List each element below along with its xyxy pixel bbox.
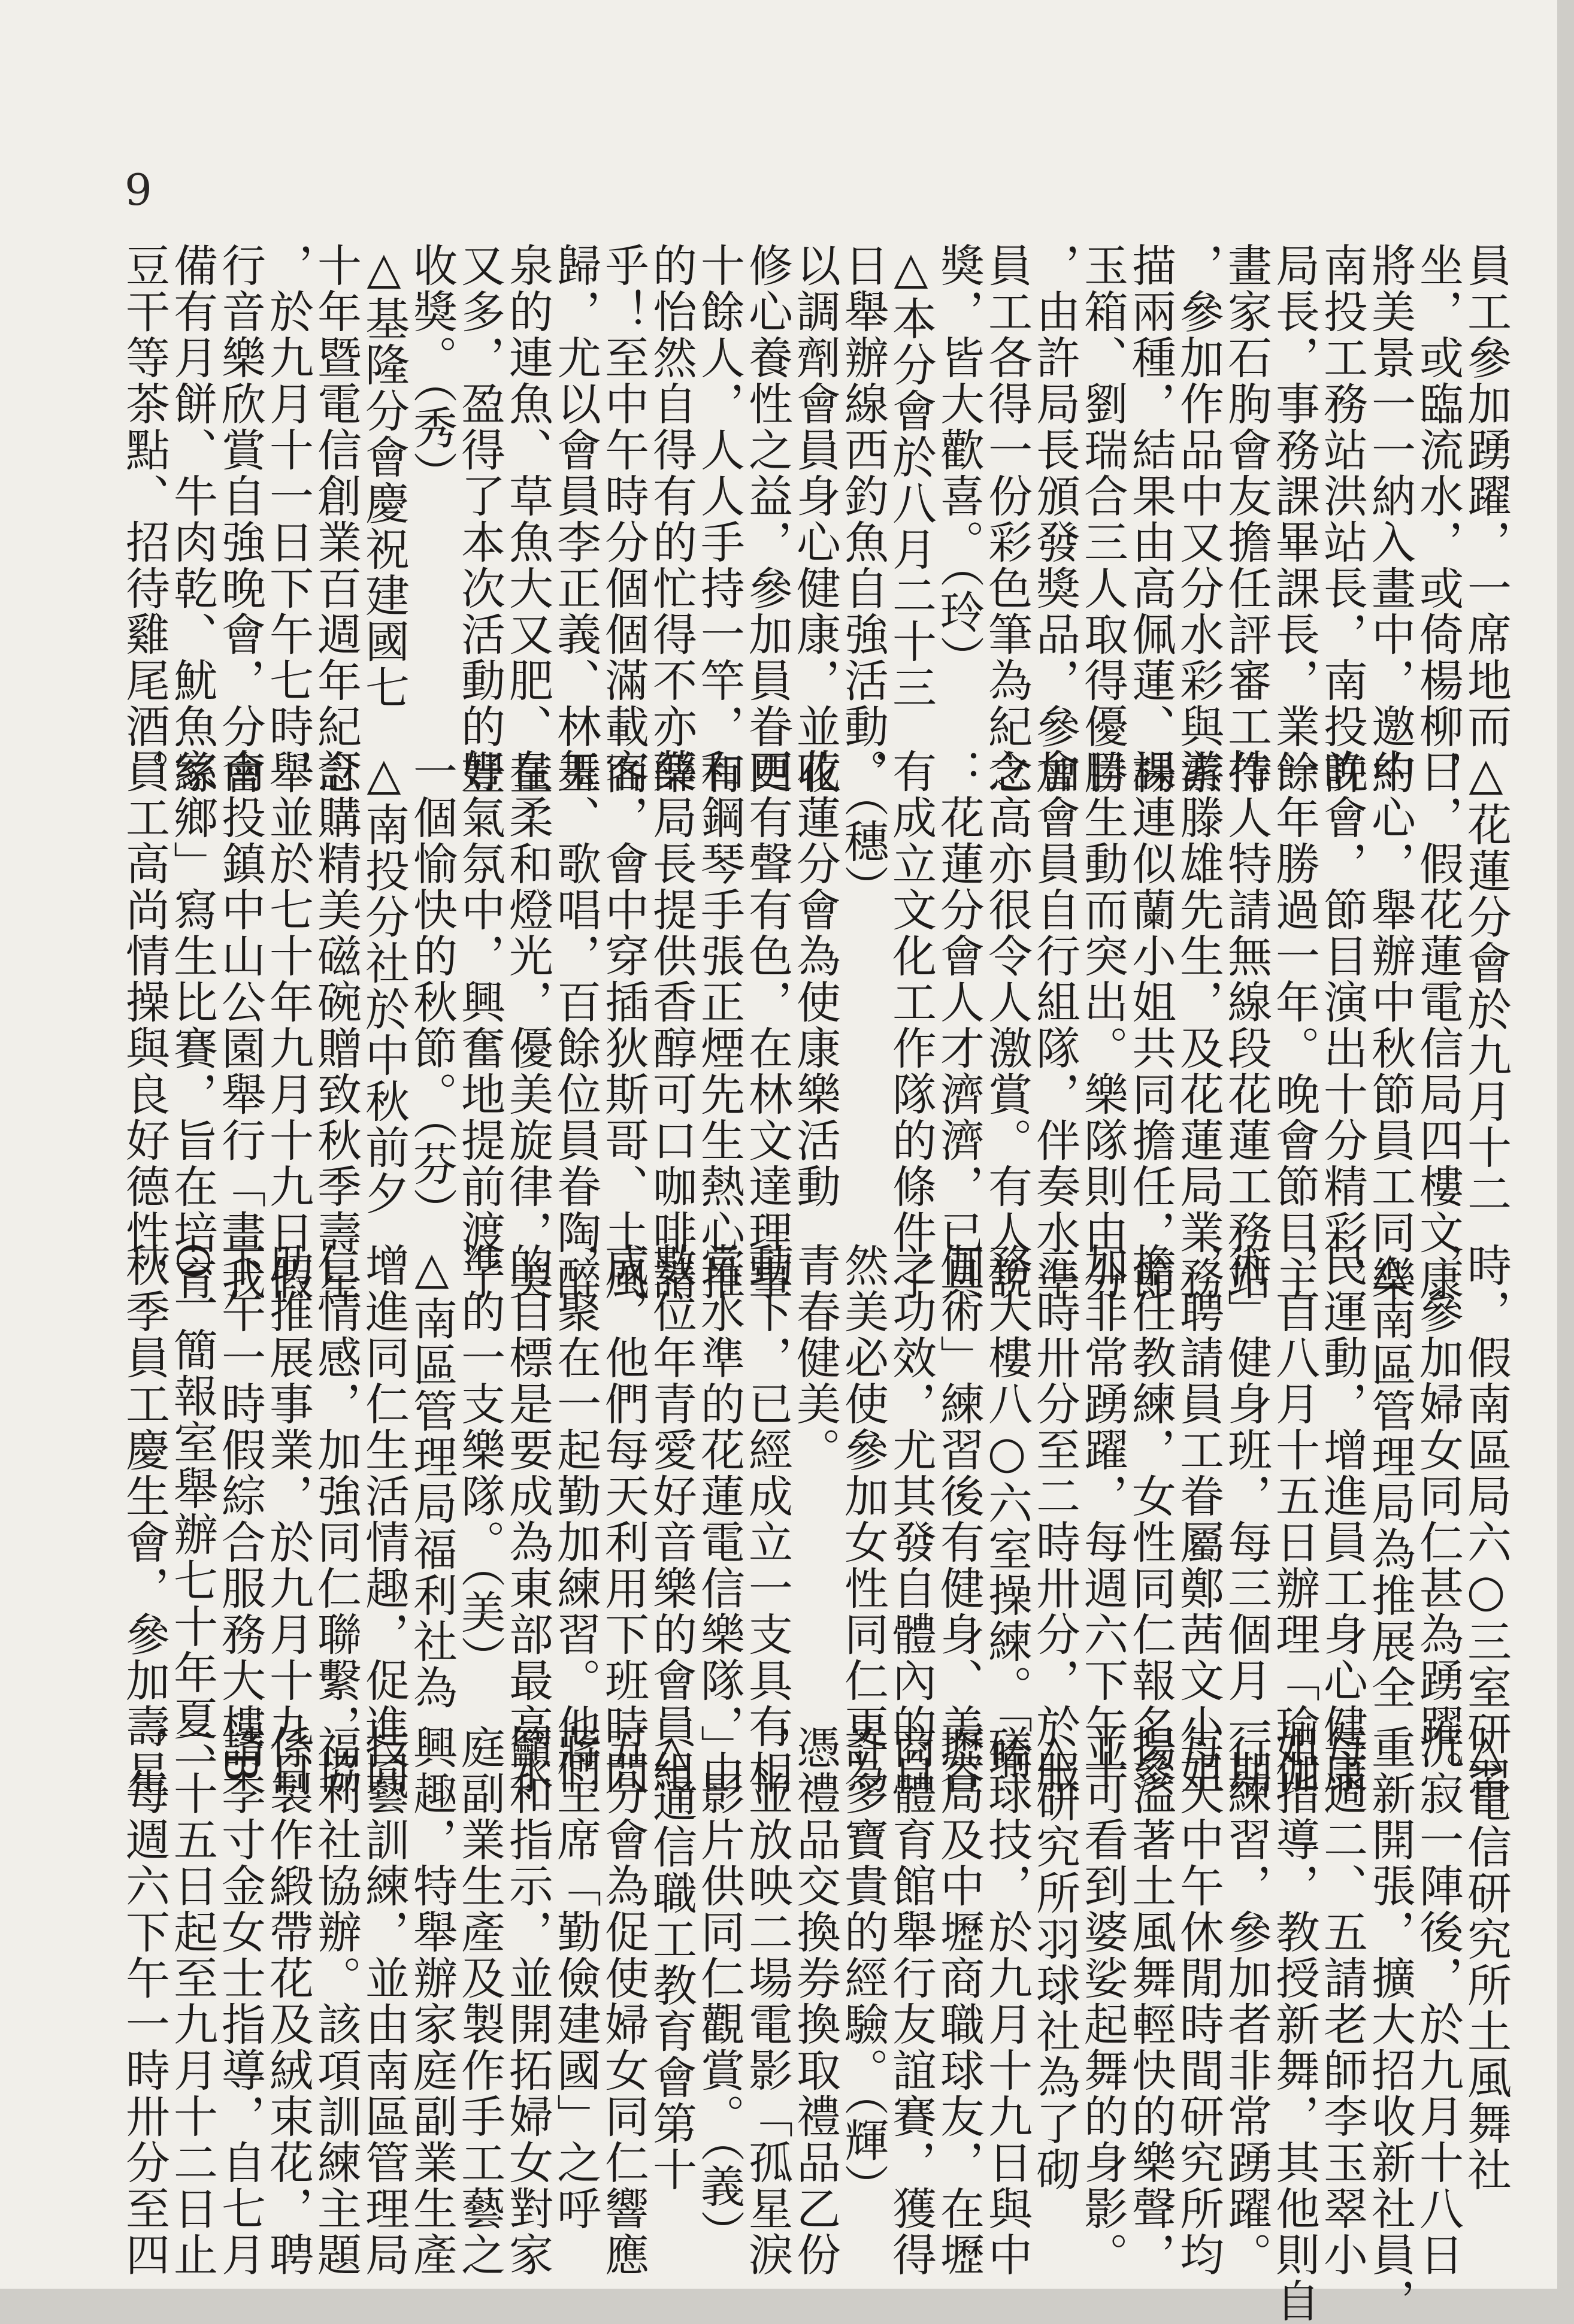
tier2-column-11: 之高亦很令人激賞。有人說 [981, 749, 1033, 1302]
tier1-column-25: 十年暨電信創業百週年紀念 [310, 243, 362, 796]
tier4-column-26: 係製作緞帶花及絨束花，聘 [262, 1725, 314, 2278]
tier4-column-10: △研究所羽球社為了砌 [1029, 1725, 1080, 2193]
tier1-column-4: 南投工務站洪站長，南投許 [1316, 243, 1368, 796]
tier2-column-15: 花蓮分會為使康樂活動 [789, 749, 841, 1210]
tier2-column-25: 訂購精美磁碗贈致秋季壽星 [310, 749, 362, 1302]
tier1-column-9: 玉箱、劉瑞合三人取得優勝 [1077, 243, 1128, 796]
tier3-column-4: 民運動，增進員工身心健康 [1316, 1243, 1368, 1796]
tier4-column-7: 每天中午休閒時間研究所均 [1173, 1725, 1224, 2278]
tier2-column-9: 目生動而突出。樂隊則由分 [1077, 749, 1128, 1302]
tier1-column-18: 的怡然自得有的忙得不亦樂 [646, 243, 697, 796]
tier2-column-19: 客，會中穿插狄斯哥、土風 [598, 749, 649, 1302]
tier1-column-27: 行音樂欣賞自強晚會，分會 [214, 243, 266, 796]
tier2-column-27: 南投鎮中山公園舉行「畫我 [214, 749, 266, 1302]
tier2-column-16: 更有聲有色，在林文達理事 [741, 749, 793, 1302]
tier2-column-5: 一年勝過一年。晚會節目主 [1269, 749, 1320, 1302]
tier4-column-18: △通信職工教育會第十 [646, 1725, 697, 2193]
tier4-column-15: 憑禮品交換券換取禮品乙份 [789, 1725, 841, 2278]
tier4-column-3: 重新開張，擴大招收新社員， [1364, 1725, 1416, 2324]
tier1-column-11: 員工各得一份彩色筆為紀念 [981, 243, 1033, 796]
tier1-column-12: 獎，皆大歡喜。（玲） [933, 243, 985, 681]
tier1-column-19: 乎！至中午時分個個滿載而 [598, 243, 649, 796]
tier4-column-1: △電信研究所土風舞社 [1460, 1725, 1512, 2193]
tier4-column-5: 姐指導，教授新舞，其他則自 [1269, 1725, 1320, 2324]
tier2-column-18: 薛局長提供香醇可口咖啡請 [646, 749, 697, 1302]
tier4-column-14: 許多寶貴的經驗。（輝） [837, 1725, 889, 2210]
tier4-column-20: 蔣主席「勤儉建國」之呼 [550, 1725, 601, 2232]
tier3-column-22: 準的一支樂隊。（美） [454, 1243, 506, 1681]
tier3-column-25: 仁情感，加強同仁聯繫，協 [310, 1243, 362, 1796]
tier3-column-20: ，聚在一起勤加練習。他們 [550, 1243, 601, 1796]
tier4-column-9: 並可看到婆娑起舞的身影。 [1077, 1725, 1128, 2278]
tier2-column-12: ：花蓮分會人才濟濟，已具 [933, 749, 985, 1302]
tier3-column-10: 二時卅分至二時卅分，於服 [1029, 1243, 1080, 1796]
tier3-column-26: 助推展事業，於九月十九日 [262, 1243, 314, 1796]
tier1-column-21: 泉的連魚、草魚大又肥、量 [502, 243, 553, 796]
tier2-column-17: 和鋼琴手張正煙先生熱心推 [694, 749, 745, 1302]
tier3-column-9: 加非常踴躍，每週六下午十 [1077, 1243, 1128, 1796]
tier3-column-15: 青春健美。 [789, 1243, 841, 1473]
tier4-column-17: 」影片供同仁觀賞。（義） [694, 1725, 745, 2256]
tier1-column-22: 又多，盈得了本次活動的豐 [454, 243, 506, 796]
tier3-column-7: ，聘請員工眷屬鄭茜文小姐 [1173, 1243, 1224, 1796]
tier1-column-10: ，由許局長頒發獎品，參加 [1029, 243, 1080, 796]
tier3-column-24: 增進同仁生活情趣，促進同 [358, 1243, 410, 1796]
tier1-column-24: △基隆分會慶祝建國七 [358, 243, 410, 711]
tier4-column-19: 五分會為促使婦女同仁響應 [598, 1725, 649, 2278]
tier1-column-17: 十餘人，人人手持一竿，有 [694, 243, 745, 796]
tier4-column-13: 商體育館舉行友誼賽，獲得 [885, 1725, 937, 2278]
tier3-column-28: O一簡報室舉辦七十年夏、 [167, 1243, 218, 1788]
tier3-column-2: ，參加婦女同仁甚為踴躍。 [1412, 1243, 1464, 1796]
tier1-column-6: 畫家石朐會友擔任評審工作 [1221, 243, 1272, 796]
tier3-column-5: ，自八月十五日辦理「瑜伽 [1269, 1243, 1320, 1796]
tier2-column-3: 中心，舉辦中秋節員工同樂 [1364, 749, 1416, 1302]
tier3-column-18: 數位年青愛好音樂的會員組 [646, 1243, 697, 1796]
tier4-column-21: 籲和指示，並開拓婦女對家 [502, 1725, 553, 2278]
tier2-column-22: 好氣氛中，興奮地提前渡了 [454, 749, 506, 1302]
tier2-column-24: △南投分社於中秋前夕 [358, 749, 410, 1217]
tier3-column-17: 當水準的花蓮電信樂隊，由 [694, 1243, 745, 1796]
tier2-column-28: 家鄉」寫生比賽，旨在培育 [167, 749, 218, 1302]
tier3-column-13: 之功效，尤其發自體內的自 [885, 1243, 937, 1796]
tier4-column-27: 請李寸金女士指導，自七月 [214, 1725, 266, 2278]
tier4-column-6: 行練習，參加者非常踴躍。 [1221, 1725, 1272, 2278]
tier1-column-26: ，於九月十一日下午七時舉 [262, 243, 314, 796]
tier1-column-3: 將美景一一納入畫中，邀約 [1364, 243, 1416, 796]
tier2-column-29: 員工高尚情操與良好德性， [119, 749, 170, 1302]
tier2-column-20: 舞、歌唱，百餘位員眷陶醉 [550, 749, 601, 1302]
tier3-column-29: 秋季員工慶生會，參加壽星 [119, 1243, 170, 1796]
tier2-column-6: 持人特請無線段花蓮工務站 [1221, 749, 1272, 1302]
tier2-column-2: 日，假花蓮電信局四樓文康 [1412, 749, 1464, 1302]
tier2-column-1: △花蓮分會於九月十二 [1460, 749, 1512, 1217]
tier1-column-28: 備有月餅、牛肉乾、魷魚絲 [167, 243, 218, 796]
tier4-column-16: ，並放映二場電影「孤星淚 [741, 1725, 793, 2278]
tier1-column-15: 以調劑會員身心健康，並收 [789, 243, 841, 796]
tier3-column-21: 的目標是要成為東部最高水 [502, 1243, 553, 1796]
tier3-column-12: 伽術」練習後有健身、美容 [933, 1243, 985, 1796]
tier1-column-16: 修心養性之益，參加員眷四 [741, 243, 793, 796]
tier1-column-14: 日舉辦線西釣魚自強活動， [837, 243, 889, 796]
page-number: 9 [125, 165, 152, 215]
tier3-column-16: 動下，已經成立一支具有相 [741, 1243, 793, 1796]
tier3-column-14: 然美必使參加女性同仁更為 [837, 1243, 889, 1796]
tier1-column-13: △本分會於八月二十三 [885, 243, 937, 711]
tier4-column-24: 技藝訓練，並由南區管理局 [358, 1725, 410, 2278]
tier3-column-3: △南區管理局為推展全 [1364, 1243, 1416, 1711]
tier2-column-14: 。（穗） [837, 749, 889, 911]
tier2-column-10: 會會員自行組隊，伴奏水準 [1029, 749, 1080, 1302]
tier4-column-2: 沉寂一陣後，於九月十八日 [1412, 1725, 1464, 2278]
tier3-column-11: 務大樓八○六室操練。「瑜 [981, 1243, 1033, 1781]
tier4-column-23: 興趣，特舉辦家庭副業生產 [406, 1725, 458, 2278]
tier3-column-23: △南區管理局福利社為 [406, 1243, 458, 1711]
tier4-column-4: 每週二、五請老師李玉翠小 [1316, 1725, 1368, 2278]
tier3-column-6: 術」健身班，每三個月一期 [1221, 1243, 1272, 1796]
tier2-column-23: 一個愉快的秋節。（芬） [406, 749, 458, 1234]
tier3-column-19: 成，他們每天利用下班時間 [598, 1243, 649, 1796]
tier3-column-27: 下午一時假綜合服務大樓B [214, 1243, 266, 1784]
tier1-column-8: 描兩種，結果由高佩蓮、楊 [1125, 243, 1176, 796]
tier2-column-8: 課連似蘭小姐共同擔任，節 [1125, 749, 1176, 1302]
tier4-column-28: 二十五日起至九月十二日止 [167, 1725, 218, 2278]
tier4-column-11: 磋球技，於九月十九日與中 [981, 1725, 1033, 2278]
tier2-column-7: 游滕雄先生，及花蓮局業務 [1173, 749, 1224, 1302]
tier1-column-20: 歸，尤以會員李正義、林玉 [550, 243, 601, 796]
tier1-column-7: ，參加作品中又分水彩與素 [1173, 243, 1224, 796]
tier4-column-29: ，每週六下午一時卅分至四 [119, 1725, 170, 2278]
tier4-column-12: 壢局及中壢商職球友，在壢 [933, 1725, 985, 2278]
tier2-column-26: ，並於七十年九月十九日假 [262, 749, 314, 1302]
tier2-column-13: 有成立文化工作隊的條件了 [885, 749, 937, 1302]
tier1-column-29: 豆干等茶點、招待雞尾酒。 [119, 243, 170, 796]
tier2-column-4: 晚會，節目演出十分精彩， [1316, 749, 1368, 1302]
tier1-column-2: 坐，或臨流水，或倚楊柳， [1412, 243, 1464, 796]
tier3-column-8: 擔任教練，女性同仁報名參 [1125, 1243, 1176, 1796]
tier1-column-23: 收獎。（秀） [406, 243, 458, 497]
tier4-column-8: 揚溢著土風舞輕快的樂聲， [1125, 1725, 1176, 2278]
tier1-column-1: 員工參加踴躍，一席地而 [1460, 243, 1512, 750]
tier1-column-5: 局長，事務課畢課長，業餘 [1269, 243, 1320, 796]
tier2-column-21: 在柔和燈光，優美旋律，美 [502, 749, 553, 1302]
tier3-column-1: 時，假南區局六○三室研習 [1460, 1243, 1512, 1803]
tier4-column-22: 庭副業生產及製作手工藝之 [454, 1725, 506, 2278]
tier4-column-25: 福利社協辦。該項訓練主題 [310, 1725, 362, 2278]
